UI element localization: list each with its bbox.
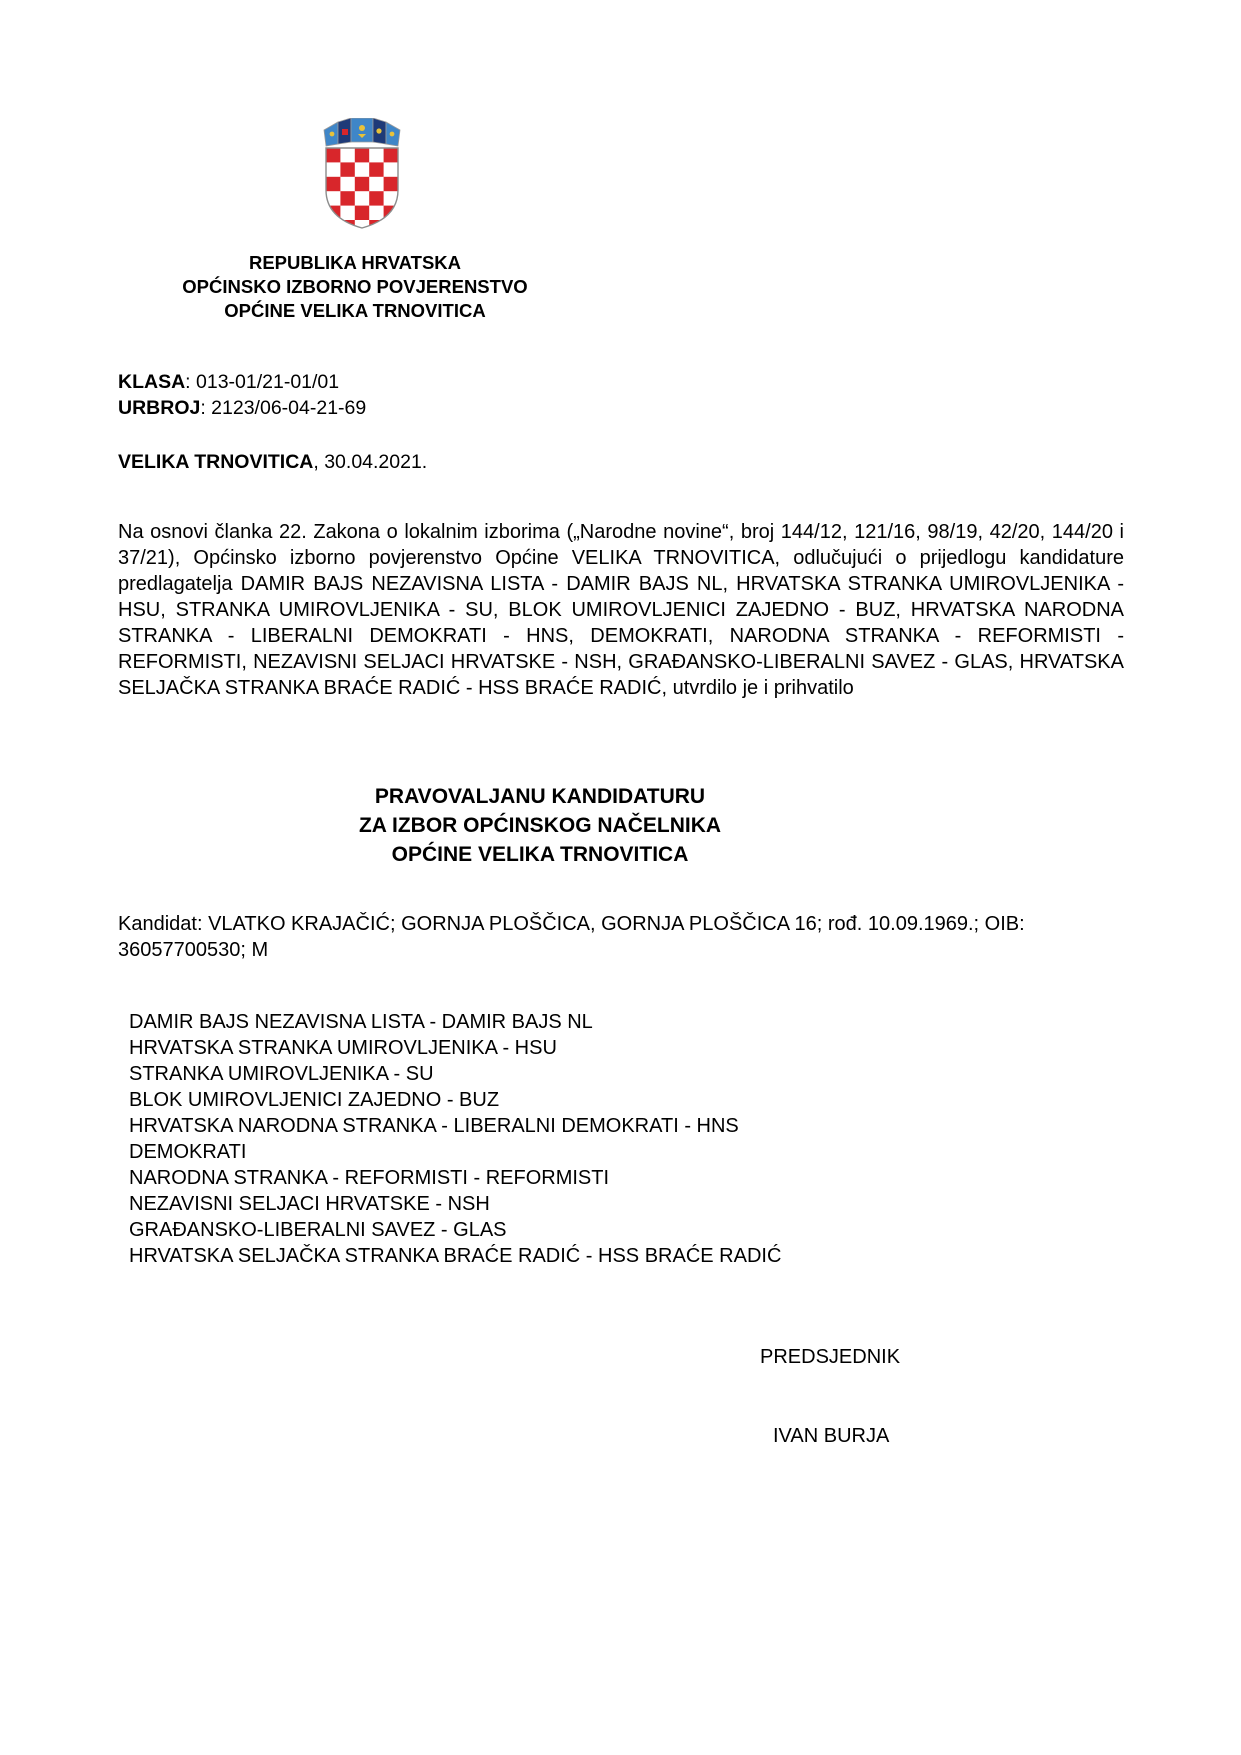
urbroj-line xyxy=(118,395,366,421)
shield-checker xyxy=(318,146,406,230)
klasa-label: KLASA xyxy=(118,371,186,393)
croatian-coat-of-arms-icon xyxy=(318,118,406,230)
place-date-line xyxy=(118,449,427,475)
parties-list xyxy=(129,1009,781,1269)
title-line-3: OPĆINE VELIKA TRNOVITICA xyxy=(391,843,689,866)
list-item: GRAĐANSKO-LIBERALNI SAVEZ - GLAS xyxy=(129,1219,507,1241)
document-header xyxy=(150,251,560,323)
list-item: STRANKA UMIROVLJENIKA - SU xyxy=(129,1063,434,1085)
candidate-info: Kandidat: VLATKO KRAJAČIĆ; GORNJA PLOŠČICA, GORNJA PLOŠČICA 16; rođ. 10.09.1969.; OIB: 36057700530; M xyxy=(118,913,1025,961)
list-item: HRVATSKA STRANKA UMIROVLJENIKA - HSU xyxy=(129,1037,557,1059)
header-line-municipality: OPĆINE VELIKA TRNOVITICA xyxy=(224,300,486,321)
urbroj-value: : 2123/06-04-21-69 xyxy=(200,397,367,419)
list-item: HRVATSKA SELJAČKA STRANKA BRAĆE RADIĆ - HSS BRAĆE RADIĆ xyxy=(129,1245,782,1267)
body-paragraph: Na osnovi članka 22. Zakona o lokalnim izborima („Narodne novine“, broj 144/12, 121/16, 98/19, 42/20, 144/20 i 37/21), Općinsko izborno povjerenstvo Općine VELIKA TRNOVITICA, odlučujući o prijedlogu kandidature predlagatelja DAMIR BAJS NEZAVISNA LISTA - DAMIR BAJS NL, HRVATSKA STRANKA UMIROVLJENIKA - HSU, STRANKA UMIROVLJENIKA - SU, BLOK UMIROVLJENICI ZAJEDNO - BUZ, HRVATSKA NARODNA STRANKA - LIBERALNI DEMOKRATI - HNS, DEMOKRATI, NARODNA STRANKA - REFORMISTI - REFORMISTI, NEZAVISNI SELJACI HRVATSKE - NSH, GRAĐANSKO-LIBERALNI SAVEZ - GLAS, HRVATSKA SELJAČKA STRANKA BRAĆE RADIĆ - HSS BRAĆE RADIĆ, utvrdilo je i prihvatilo xyxy=(118,521,1124,699)
list-item: NEZAVISNI SELJACI HRVATSKE - NSH xyxy=(129,1193,490,1215)
klasa-line xyxy=(118,369,339,395)
list-item: HRVATSKA NARODNA STRANKA - LIBERALNI DEMOKRATI - HNS xyxy=(129,1115,739,1137)
urbroj-label: URBROJ xyxy=(118,397,201,419)
title-line-2: ZA IZBOR OPĆINSKOG NAČELNIKA xyxy=(358,814,722,837)
header-line-committee: OPĆINSKO IZBORNO POVJERENSTVO xyxy=(182,276,528,297)
list-item: BLOK UMIROVLJENICI ZAJEDNO - BUZ xyxy=(129,1089,500,1111)
list-item: DAMIR BAJS NEZAVISNA LISTA - DAMIR BAJS NL xyxy=(129,1011,593,1033)
signature-name: IVAN BURJA xyxy=(773,1425,890,1447)
klasa-value: : 013-01/21-01/01 xyxy=(185,371,340,393)
crown-icon xyxy=(324,118,400,146)
signature-title: PREDSJEDNIK xyxy=(760,1346,901,1368)
place-label: VELIKA TRNOVITICA xyxy=(118,451,314,473)
title-line-1: PRAVOVALJANU KANDIDATURU xyxy=(374,785,706,808)
header-line-republic: REPUBLIKA HRVATSKA xyxy=(248,252,462,273)
list-item: DEMOKRATI xyxy=(129,1141,247,1163)
decision-title xyxy=(300,782,780,869)
date-value: , 30.04.2021. xyxy=(313,451,428,473)
list-item: NARODNA STRANKA - REFORMISTI - REFORMISTI xyxy=(129,1167,610,1189)
